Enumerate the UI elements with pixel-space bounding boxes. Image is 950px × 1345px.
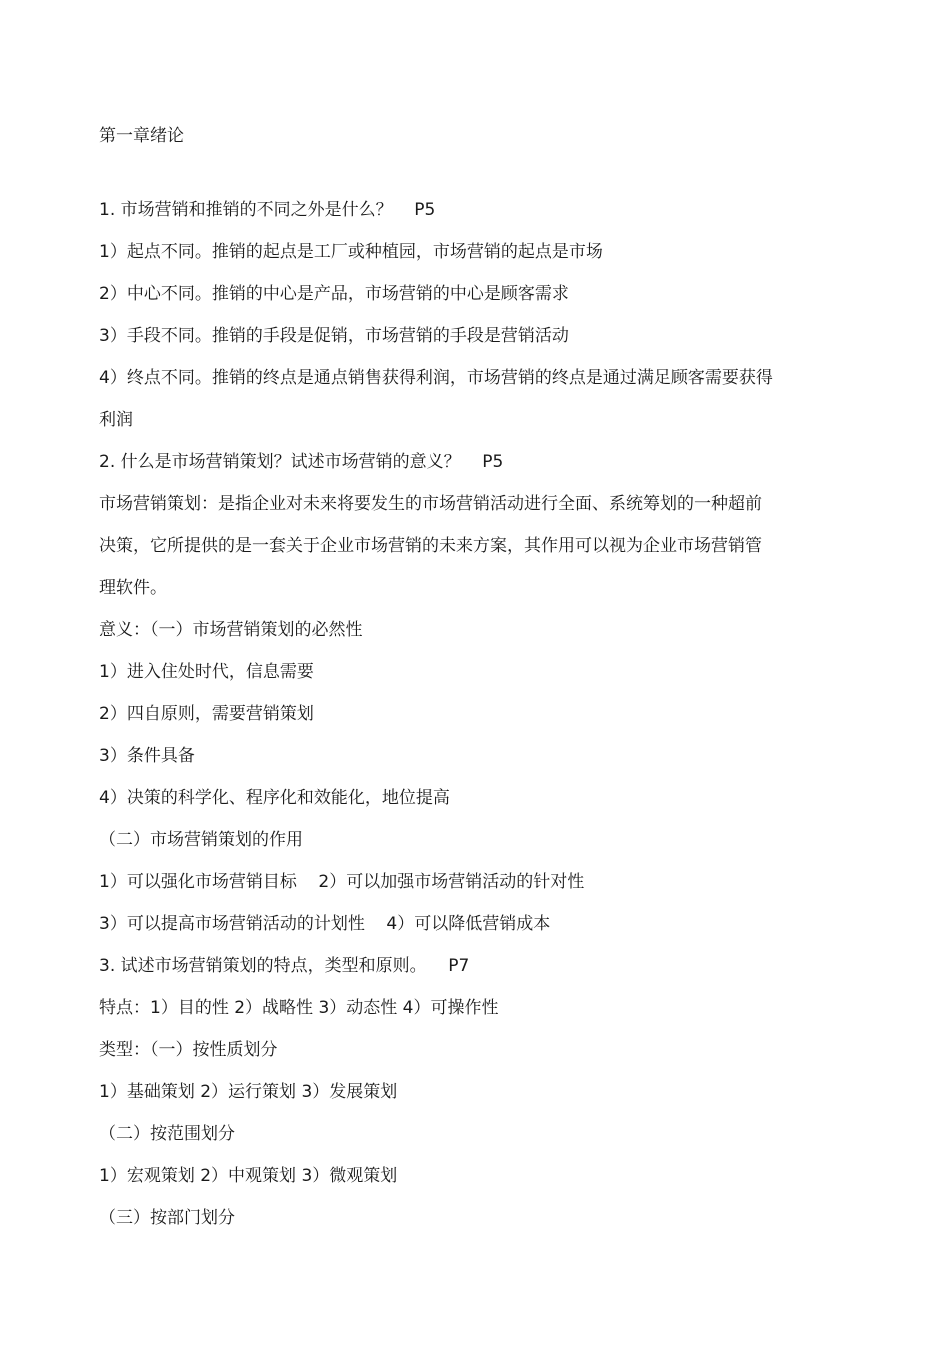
answer-line: 4）终点不同。推销的终点是通点销售获得利润，市场营销的终点是通过满足顾客需要获得 [99,368,773,388]
answer-line: 市场营销策划：是指企业对未来将要发生的市场营销活动进行全面、系统筹划的一种超前 [99,494,762,514]
answer-line: 决策，它所提供的是一套关于企业市场营销的未来方案，其作用可以视为企业市场营销管 [99,536,762,556]
answer-line: 1）可以强化市场营销目标 2）可以加强市场营销活动的针对性 [99,872,585,892]
answer-line: （二）市场营销策划的作用 [99,830,303,850]
answer-line: 1）基础策划 2）运行策划 3）发展策划 [99,1082,398,1102]
answer-line: （三）按部门划分 [99,1208,235,1228]
answer-line: 1）进入住处时代，信息需要 [99,662,314,682]
answer-line: 理软件。 [99,578,167,598]
answer-line: 特点：1）目的性 2）战略性 3）动态性 4）可操作性 [99,998,499,1018]
question-2: 2. 什么是市场营销策划？试述市场营销的意义？ P5 [99,452,504,472]
answer-line: 2）中心不同。推销的中心是产品，市场营销的中心是顾客需求 [99,284,569,304]
answer-line: 4）决策的科学化、程序化和效能化，地位提高 [99,788,450,808]
answer-line: 3）条件具备 [99,746,195,766]
chapter-title: 第一章绪论 [99,126,184,146]
answer-line: 2）四自原则，需要营销策划 [99,704,314,724]
question-1: 1. 市场营销和推销的不同之外是什么？ P5 [99,200,436,220]
question-3: 3. 试述市场营销策划的特点，类型和原则。 P7 [99,956,470,976]
answer-line: 1）起点不同。推销的起点是工厂或种植园，市场营销的起点是市场 [99,242,603,262]
answer-line: 1）宏观策划 2）中观策划 3）微观策划 [99,1166,398,1186]
answer-line: 3）可以提高市场营销活动的计划性 4）可以降低营销成本 [99,914,551,934]
answer-line: 3）手段不同。推销的手段是促销，市场营销的手段是营销活动 [99,326,569,346]
answer-line: 类型：（一）按性质划分 [99,1040,278,1060]
answer-line: 意义：（一）市场营销策划的必然性 [99,620,363,640]
answer-line: 利润 [99,410,133,430]
answer-line: （二）按范围划分 [99,1124,235,1144]
